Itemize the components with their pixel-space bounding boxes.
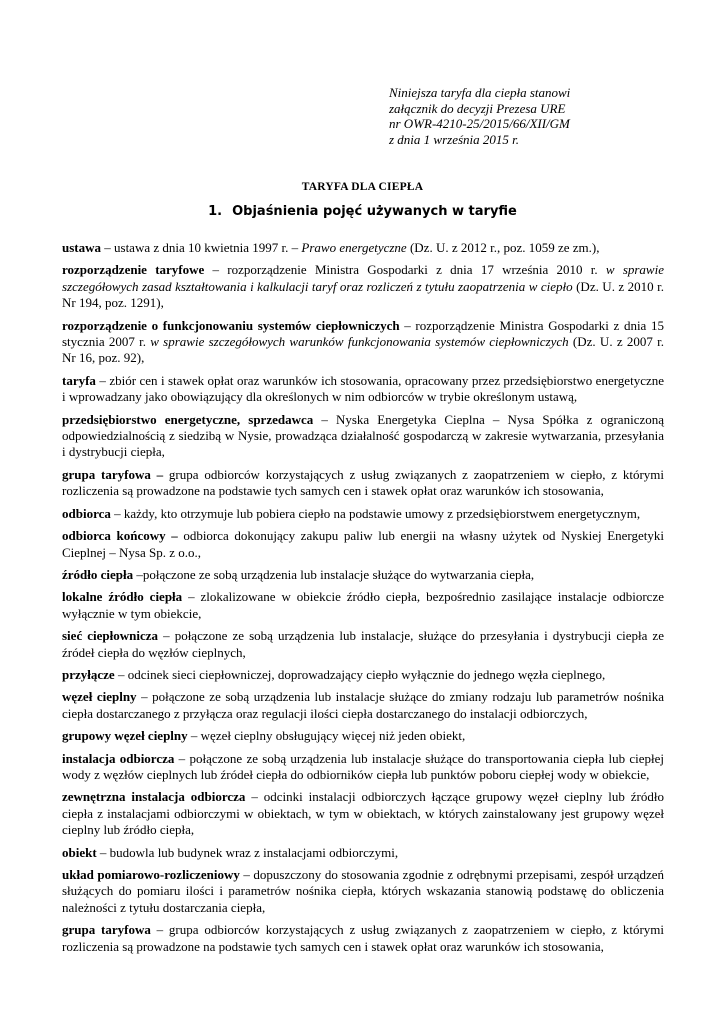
header-line: z dnia 1 września 2015 r. <box>389 131 520 147</box>
definition-italic-title: w sprawie szczegółowych warunków funkcjonowania systemów ciepłowniczych <box>150 334 569 350</box>
definition-item <box>62 789 664 838</box>
definition-item <box>62 589 664 622</box>
definition-text: – zbiór cen i stawek opłat oraz warunków ich stosowania, opracowany przez przedsiębiorstwo energetyczne i wprowadzany jako obowiązujący dla określonych w nim odbiorców w trybie określonym ustawą, <box>62 372 664 405</box>
definition-term: grupa taryfowa <box>62 922 151 938</box>
definition-text: – odcinki instalacji odbiorczych łączące grupowy węzeł cieplny lub źródło ciepła z instalacjami odbiorczymi w obiektach, w tym w obiektach, w których zainstalowany jest grupowy węzeł cieplny lub źródło ciepła, <box>62 789 664 838</box>
definition-text: – połączone ze sobą urządzenia lub instalacje służące do transportowania ciepła lub ciepłej wody z węzłów cieplnych lub źródeł ciepła do odbiorników ciepła lub punktów poboru ciepłej wody w obiekcie, <box>62 750 665 782</box>
definition-item <box>62 867 664 916</box>
definition-text: – Nyska Energetyka Cieplna – Nysa Spółka z ograniczoną odpowiedzialnością z siedzibą w Nysie, prowadząca działalność gospodarczą w zakresie wytwarzania, przesyłania i dystrybucji ciepła, <box>62 411 665 460</box>
definition-item <box>62 373 664 406</box>
definition-text: – budowla lub budynek wraz z instalacjami odbiorczymi, <box>96 844 399 860</box>
definition-text: – ustawa z dnia 10 kwietnia 1997 r. – <box>101 240 302 255</box>
definition-tail: (Dz. U. z 2007 r. Nr 16, poz. 92), <box>62 334 664 366</box>
definition-item <box>62 318 664 367</box>
definition-item <box>62 689 664 722</box>
definition-tail: (Dz. U. z 2012 r., poz. 1059 ze zm.), <box>406 240 600 255</box>
definition-term: rozporządzenie taryfowe <box>62 262 205 278</box>
definition-term: rozporządzenie o funkcjonowaniu systemów ciepłowniczych <box>62 317 400 333</box>
header-line: Niniejsza taryfa dla ciepła stanowi <box>389 85 571 100</box>
definition-text: odbiorca dokonujący zakupu paliw lub energii na własny użytek od Nyskiej Energetyki Cieplnej – Nysa Sp. z o.o., <box>62 528 665 560</box>
definition-item <box>62 728 664 744</box>
definition-text: – grupa odbiorców korzystających z usług związanych z zaopatrzeniem w ciepło, z którymi rozliczenia są prowadzone na podstawie tych samych cen i stawek opłat oraz warunków ich stosowania, <box>62 922 665 954</box>
definition-item <box>62 262 664 311</box>
definition-text: – zlokalizowane w obiekcie źródło ciepła, bezpośrednio zasilające instalacje odbiorcze wyłącznie w tym obiekcie, <box>62 589 664 621</box>
section-number: 1. <box>208 204 223 219</box>
definition-item <box>62 845 664 861</box>
definition-term: źródło ciepła <box>62 566 134 582</box>
definition-text: – odcinek sieci ciepłowniczej, doprowadzający ciepło wyłącznie do jednego węzła cieplnego, <box>114 666 606 682</box>
definition-term: układ pomiarowo-rozliczeniowy <box>62 867 240 882</box>
definition-term: grupa taryfowa – <box>62 466 164 482</box>
definition-term: obiekt <box>62 844 97 860</box>
definition-term: ustawa <box>62 240 102 255</box>
definition-term: przyłącze <box>62 666 115 682</box>
definition-text: grupa odbiorców korzystających z usług związanych z zaopatrzeniem w ciepło, z którymi rozliczenia są prowadzone na podstawie tych samych cen i stawek opłat oraz warunków ich stosowania, <box>62 466 665 499</box>
definition-term: odbiorca <box>62 505 111 521</box>
definition-item <box>62 240 664 256</box>
header-line: załącznik do decyzji Prezesa URE <box>389 100 566 116</box>
header-line: nr OWR-4210-25/2015/66/XII/GM <box>389 116 570 131</box>
definition-text: – dopuszczony do stosowania zgodnie z odrębnymi przepisami, zespół urządzeń służących do pomiaru ilości i parametrów nośnika ciepła, których wskazania stanowią podstawę do obliczenia należności z tytułu dostarczania ciepła, <box>62 867 665 915</box>
definition-item <box>62 751 664 784</box>
definition-term: przedsiębiorstwo energetyczne, sprzedawca <box>62 411 314 427</box>
definition-item <box>62 506 664 522</box>
definition-term: odbiorca końcowy – <box>62 528 178 544</box>
definition-italic-title: w sprawie szczegółowych zasad kształtowania i kalkulacji taryf oraz rozliczeń z tytułu zaopatrzenia w ciepło <box>62 262 664 294</box>
definition-tail: (Dz. U. z 2010 r. Nr 194, poz. 1291), <box>62 278 664 311</box>
definition-text: – połączone ze sobą urządzenia lub instalacje, służące do przesyłania i dystrybucji ciepła ze źródeł ciepła do węzłów cieplnych, <box>62 628 664 660</box>
document-title: TARYFA DLA CIEPŁA <box>301 181 424 193</box>
definition-item <box>62 567 664 583</box>
definition-text: – każdy, kto otrzymuje lub pobiera ciepło na podstawie umowy z przedsiębiorstwem energetycznym, <box>110 505 641 521</box>
definition-text: – węzeł cieplny obsługujący więcej niż jeden obiekt, <box>187 728 466 744</box>
definition-text: – rozporządzenie Ministra Gospodarki z dnia 15 stycznia 2007 r. <box>62 317 664 350</box>
section-label: Objaśnienia pojęć używanych w taryfie <box>232 204 517 219</box>
definition-term: taryfa <box>62 372 96 388</box>
definition-item <box>62 922 664 955</box>
definition-item <box>62 412 664 461</box>
section-heading <box>0 204 725 220</box>
definition-term: lokalne źródło ciepła <box>62 589 183 605</box>
definition-term: instalacja odbiorcza <box>62 750 175 766</box>
definition-text: – połączone ze sobą urządzenia lub instalacje służące do zmiany rodzaju lub parametrów nośnika ciepła dostarczanego z przyłącza oraz regulacji ilości ciepła dostarczanego do instalacji odbiorczych, <box>62 689 664 721</box>
definitions-list <box>62 240 664 961</box>
definition-term: węzeł cieplny <box>62 689 137 705</box>
definition-term: sieć ciepłownicza <box>62 628 159 644</box>
definition-item <box>62 467 664 500</box>
definition-text: – rozporządzenie Ministra Gospodarki z dnia 17 września 2010 r. <box>204 262 606 278</box>
definition-item <box>62 528 664 561</box>
definition-term: grupowy węzeł cieplny <box>62 728 188 744</box>
decision-header <box>389 85 570 147</box>
definition-item <box>62 628 664 661</box>
definition-italic-title: Prawo energetyczne <box>301 240 407 255</box>
definition-item <box>62 667 664 683</box>
definition-text: –połączone ze sobą urządzenia lub instalacje służące do wytwarzania ciepła, <box>133 566 535 582</box>
definition-term: zewnętrzna instalacja odbiorcza <box>62 789 246 805</box>
